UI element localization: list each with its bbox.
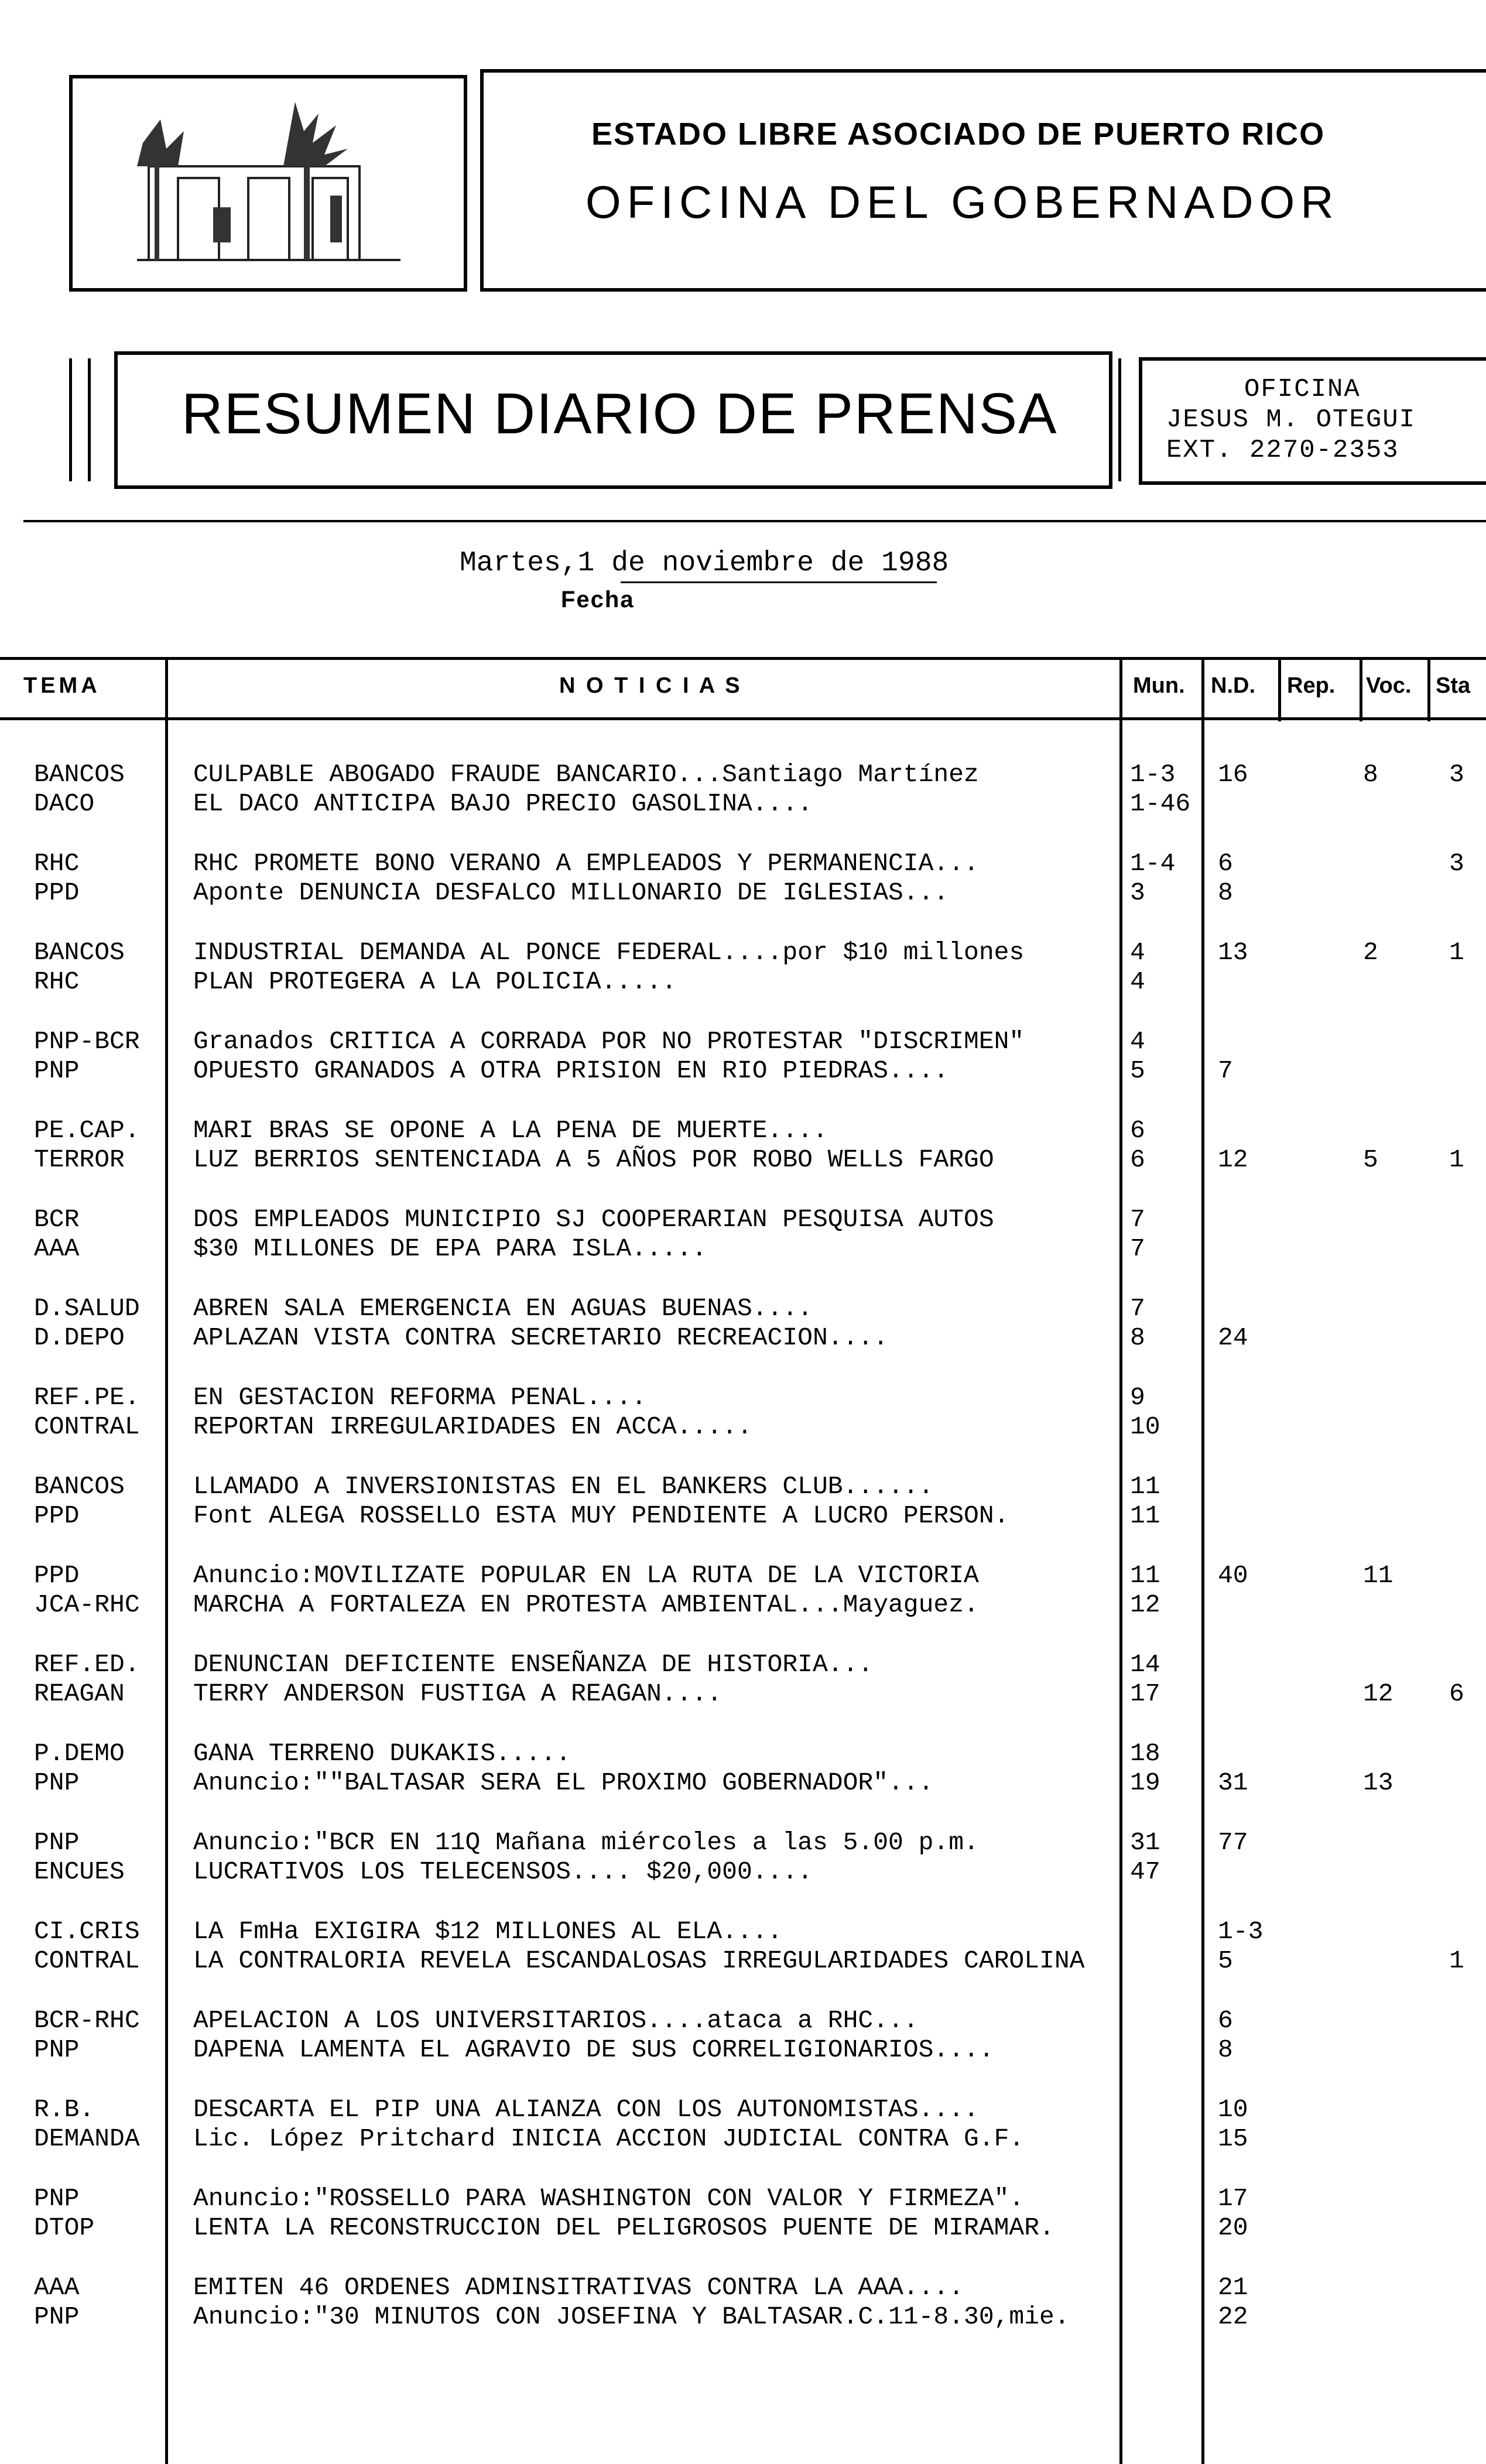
mun-cell: 14 bbox=[1130, 1650, 1160, 1679]
nd-cell: 12 bbox=[1218, 1145, 1248, 1174]
mun-cell: 1-3 bbox=[1130, 760, 1176, 789]
nd-cell: 13 bbox=[1218, 938, 1248, 967]
mun-cell: 4 bbox=[1130, 1027, 1145, 1056]
table-row bbox=[0, 1472, 1486, 1501]
table-row bbox=[0, 1679, 1486, 1709]
news-cell: Lic. López Pritchard INICIA ACCION JUDICIAL CONTRA G.F. bbox=[193, 2124, 1025, 2153]
mun-cell: 3 bbox=[1130, 878, 1145, 907]
news-cell: Anuncio:MOVILIZATE POPULAR EN LA RUTA DE LA VICTORIA bbox=[193, 1561, 979, 1590]
voc-cell: 13 bbox=[1363, 1768, 1393, 1797]
table-top-border bbox=[0, 657, 1486, 660]
sta-cell: 1 bbox=[1449, 1946, 1464, 1975]
nd-cell: 15 bbox=[1218, 2124, 1248, 2153]
tema-cell: D.SALUD bbox=[34, 1294, 140, 1323]
tema-cell: PPD bbox=[34, 1501, 80, 1530]
sta-cell: 6 bbox=[1449, 1679, 1464, 1708]
tema-cell: JCA-RHC bbox=[34, 1590, 140, 1619]
title-bar-left-2 bbox=[88, 358, 91, 481]
news-cell: LA CONTRALORIA REVELA ESCANDALOSAS IRREGULARIDADES CAROLINA bbox=[193, 1946, 1085, 1975]
tema-cell: D.DEPO bbox=[34, 1323, 125, 1352]
mun-cell: 7 bbox=[1130, 1205, 1145, 1234]
table-row bbox=[0, 2213, 1486, 2243]
news-cell: Aponte DENUNCIA DESFALCO MILLONARIO DE IGLESIAS... bbox=[193, 878, 949, 907]
tema-cell: DTOP bbox=[34, 2213, 95, 2242]
news-cell: $30 MILLONES DE EPA PARA ISLA..... bbox=[193, 1234, 707, 1263]
tema-cell: BANCOS bbox=[34, 1472, 125, 1501]
tema-cell: PNP bbox=[34, 1828, 80, 1857]
tema-cell: CONTRAL bbox=[34, 1412, 140, 1441]
logo-box bbox=[69, 75, 467, 292]
news-cell: Anuncio:"ROSSELLO PARA WASHINGTON CON VALOR Y FIRMEZA". bbox=[193, 2184, 1025, 2213]
news-cell: LUZ BERRIOS SENTENCIADA A 5 AÑOS POR ROBO WELLS FARGO bbox=[193, 1145, 994, 1174]
col-header-tema: TEMA bbox=[23, 673, 101, 698]
table-row bbox=[0, 1561, 1486, 1590]
nd-cell: 17 bbox=[1218, 2184, 1248, 2213]
nd-cell: 8 bbox=[1218, 878, 1233, 907]
tema-cell: DACO bbox=[34, 789, 95, 818]
news-cell: GANA TERRENO DUKAKIS..... bbox=[193, 1739, 571, 1768]
news-cell: LA FmHa EXIGIRA $12 MILLONES AL ELA.... bbox=[193, 1917, 783, 1946]
table-row bbox=[0, 878, 1486, 908]
news-cell: Granados CRITICA A CORRADA POR NO PROTESTAR "DISCRIMEN" bbox=[193, 1027, 1025, 1056]
nd-cell: 16 bbox=[1218, 760, 1248, 789]
mun-cell: 17 bbox=[1130, 1679, 1160, 1708]
table-row bbox=[0, 1383, 1486, 1412]
tema-cell: AAA bbox=[34, 1234, 80, 1263]
title-bar-right-1 bbox=[1118, 358, 1121, 481]
tema-cell: BCR bbox=[34, 1205, 80, 1234]
news-cell: REPORTAN IRREGULARIDADES EN ACCA..... bbox=[193, 1412, 752, 1441]
table-row bbox=[0, 1145, 1486, 1175]
fortaleza-building-icon bbox=[73, 78, 464, 288]
news-cell: OPUESTO GRANADOS A OTRA PRISION EN RIO PIEDRAS.... bbox=[193, 1056, 949, 1085]
tema-cell: BANCOS bbox=[34, 938, 125, 967]
news-cell: DESCARTA EL PIP UNA ALIANZA CON LOS AUTONOMISTAS.... bbox=[193, 2095, 979, 2124]
tema-cell: ENCUES bbox=[34, 1857, 125, 1886]
mun-cell: 1-4 bbox=[1130, 849, 1176, 878]
tema-cell: PNP bbox=[34, 1768, 80, 1797]
mun-cell: 6 bbox=[1130, 1145, 1145, 1174]
nd-cell: 5 bbox=[1218, 1946, 1233, 1975]
news-cell: EL DACO ANTICIPA BAJO PRECIO GASOLINA.... bbox=[193, 789, 813, 818]
news-cell: MARCHA A FORTALEZA EN PROTESTA AMBIENTAL...Mayaguez. bbox=[193, 1590, 979, 1619]
sta-cell: 3 bbox=[1449, 760, 1464, 789]
col-header-mun: Mun. bbox=[1133, 673, 1185, 698]
news-cell: LENTA LA RECONSTRUCCION DEL PELIGROSOS PUENTE DE MIRAMAR. bbox=[193, 2213, 1054, 2242]
table-row bbox=[0, 849, 1486, 878]
nd-cell: 24 bbox=[1218, 1323, 1248, 1352]
tema-cell: RHC bbox=[34, 967, 80, 996]
table-row bbox=[0, 1917, 1486, 1946]
table-row bbox=[0, 2273, 1486, 2302]
table-header-border bbox=[0, 717, 1486, 720]
nd-cell: 1-3 bbox=[1218, 1917, 1264, 1946]
mun-cell: 7 bbox=[1130, 1234, 1145, 1263]
table-row bbox=[0, 1116, 1486, 1145]
table-row bbox=[0, 938, 1486, 967]
nd-cell: 21 bbox=[1218, 2273, 1248, 2302]
news-cell: RHC PROMETE BONO VERANO A EMPLEADOS Y PERMANENCIA... bbox=[193, 849, 979, 878]
voc-cell: 8 bbox=[1363, 760, 1378, 789]
col-divider-nd bbox=[1278, 657, 1281, 721]
tema-cell: R.B. bbox=[34, 2095, 95, 2124]
news-cell: APLAZAN VISTA CONTRA SECRETARIO RECREACION.... bbox=[193, 1323, 888, 1352]
news-cell: Font ALEGA ROSSELLO ESTA MUY PENDIENTE A LUCRO PERSON. bbox=[193, 1501, 1009, 1530]
tema-cell: PNP bbox=[34, 2035, 80, 2064]
tema-cell: AAA bbox=[34, 2273, 80, 2302]
news-cell: DOS EMPLEADOS MUNICIPIO SJ COOPERARIAN PESQUISA AUTOS bbox=[193, 1205, 994, 1234]
table-row bbox=[0, 2095, 1486, 2124]
voc-cell: 12 bbox=[1363, 1679, 1393, 1708]
table-row bbox=[0, 1739, 1486, 1768]
title-bar-left-1 bbox=[69, 358, 72, 481]
sta-cell: 1 bbox=[1449, 938, 1464, 967]
voc-cell: 11 bbox=[1363, 1561, 1393, 1590]
table-row bbox=[0, 967, 1486, 997]
mun-cell: 12 bbox=[1130, 1590, 1160, 1619]
news-cell: Anuncio:"BCR EN 11Q Mañana miércoles a las 5.00 p.m. bbox=[193, 1828, 979, 1857]
table-row bbox=[0, 1590, 1486, 1620]
nd-cell: 10 bbox=[1218, 2095, 1248, 2124]
tema-cell: PPD bbox=[34, 878, 80, 907]
table-row bbox=[0, 2184, 1486, 2213]
tema-cell: RHC bbox=[34, 849, 80, 878]
mun-cell: 6 bbox=[1130, 1116, 1145, 1145]
table-row bbox=[0, 2302, 1486, 2332]
col-header-noticias: N O T I C I A S bbox=[559, 673, 742, 698]
table-row bbox=[0, 1294, 1486, 1323]
col-divider-voc bbox=[1427, 657, 1430, 721]
office-line-3: EXT. 2270-2353 bbox=[1166, 436, 1399, 465]
news-cell: APELACION A LOS UNIVERSITARIOS....ataca a RHC... bbox=[193, 2006, 919, 2035]
news-cell: MARI BRAS SE OPONE A LA PENA DE MUERTE.... bbox=[193, 1116, 828, 1145]
nd-cell: 31 bbox=[1218, 1768, 1248, 1797]
report-date: Martes,1 de noviembre de 1988 bbox=[460, 547, 949, 579]
tema-cell: CONTRAL bbox=[34, 1946, 140, 1975]
header-line-1: ESTADO LIBRE ASOCIADO DE PUERTO RICO bbox=[591, 117, 1326, 152]
table-row bbox=[0, 1946, 1486, 1976]
news-cell: TERRY ANDERSON FUSTIGA A REAGAN.... bbox=[193, 1679, 723, 1708]
table-row bbox=[0, 2124, 1486, 2154]
news-cell: LLAMADO A INVERSIONISTAS EN EL BANKERS CLUB...... bbox=[193, 1472, 934, 1501]
table-row bbox=[0, 789, 1486, 819]
mun-cell: 11 bbox=[1130, 1561, 1160, 1590]
tema-cell: PNP bbox=[34, 2184, 80, 2213]
table-row bbox=[0, 1323, 1486, 1353]
table-row bbox=[0, 1234, 1486, 1264]
news-cell: LUCRATIVOS LOS TELECENSOS.... $20,000.... bbox=[193, 1857, 813, 1886]
mun-cell: 11 bbox=[1130, 1501, 1160, 1530]
tema-cell: TERROR bbox=[34, 1145, 125, 1174]
mun-cell: 9 bbox=[1130, 1383, 1145, 1412]
page-title: RESUMEN DIARIO DE PRENSA bbox=[182, 381, 1058, 446]
news-cell: EMITEN 46 ORDENES ADMINSITRATIVAS CONTRA LA AAA.... bbox=[193, 2273, 964, 2302]
nd-cell: 6 bbox=[1218, 2006, 1233, 2035]
office-line-1: OFICINA bbox=[1244, 375, 1361, 404]
tema-cell: PE.CAP. bbox=[34, 1116, 140, 1145]
sta-cell: 3 bbox=[1449, 849, 1464, 878]
header-line-2: OFICINA DEL GOBERNADOR bbox=[586, 176, 1340, 228]
tema-cell: BANCOS bbox=[34, 760, 125, 789]
news-cell: EN GESTACION REFORMA PENAL.... bbox=[193, 1383, 647, 1412]
date-label: Fecha bbox=[561, 587, 635, 612]
table-row bbox=[0, 1205, 1486, 1234]
col-header-sta: Sta bbox=[1436, 673, 1471, 698]
tema-cell: P.DEMO bbox=[34, 1739, 125, 1768]
sta-cell: 1 bbox=[1449, 1145, 1464, 1174]
table-row bbox=[0, 1768, 1486, 1798]
nd-cell: 40 bbox=[1218, 1561, 1248, 1590]
tema-cell: BCR-RHC bbox=[34, 2006, 140, 2035]
mun-cell: 47 bbox=[1130, 1857, 1160, 1886]
tema-cell: CI.CRIS bbox=[34, 1917, 140, 1946]
table-row bbox=[0, 1650, 1486, 1679]
news-cell: INDUSTRIAL DEMANDA AL PONCE FEDERAL....por $10 millones bbox=[193, 938, 1025, 967]
table-row bbox=[0, 760, 1486, 789]
tema-cell: REAGAN bbox=[34, 1679, 125, 1708]
col-header-voc: Voc. bbox=[1366, 673, 1412, 698]
tema-cell: PNP bbox=[34, 2302, 80, 2331]
news-cell: CULPABLE ABOGADO FRAUDE BANCARIO...Santiago Martínez bbox=[193, 760, 979, 789]
table-row bbox=[0, 2006, 1486, 2035]
voc-cell: 2 bbox=[1363, 938, 1378, 967]
tema-cell: DEMANDA bbox=[34, 2124, 140, 2153]
tema-cell: PNP-BCR bbox=[34, 1027, 140, 1056]
tema-cell: REF.PE. bbox=[34, 1383, 140, 1412]
mun-cell: 4 bbox=[1130, 967, 1145, 996]
table-row bbox=[0, 1027, 1486, 1056]
nd-cell: 8 bbox=[1218, 2035, 1233, 2064]
news-cell: Anuncio:"30 MINUTOS CON JOSEFINA Y BALTASAR.C.11-8.30,mie. bbox=[193, 2302, 1070, 2331]
mun-cell: 10 bbox=[1130, 1412, 1160, 1441]
table-row bbox=[0, 1828, 1486, 1857]
mun-cell: 5 bbox=[1130, 1056, 1145, 1085]
mun-cell: 18 bbox=[1130, 1739, 1160, 1768]
news-cell: DAPENA LAMENTA EL AGRAVIO DE SUS CORRELIGIONARIOS.... bbox=[193, 2035, 994, 2064]
news-cell: Anuncio:""BALTASAR SERA EL PROXIMO GOBERNADOR"... bbox=[193, 1768, 934, 1797]
news-cell: ABREN SALA EMERGENCIA EN AGUAS BUENAS.... bbox=[193, 1294, 813, 1323]
mun-cell: 1-46 bbox=[1130, 789, 1191, 818]
table-row bbox=[0, 1056, 1486, 1086]
col-header-rep: Rep. bbox=[1287, 673, 1336, 698]
news-cell: DENUNCIAN DEFICIENTE ENSEÑANZA DE HISTORIA... bbox=[193, 1650, 874, 1679]
tema-cell: REF.ED. bbox=[34, 1650, 140, 1679]
mun-cell: 31 bbox=[1130, 1828, 1160, 1857]
tema-cell: PPD bbox=[34, 1561, 80, 1590]
nd-cell: 22 bbox=[1218, 2302, 1248, 2331]
header-separator bbox=[23, 520, 1486, 522]
office-line-2: JESUS M. OTEGUI bbox=[1166, 405, 1416, 434]
mun-cell: 8 bbox=[1130, 1323, 1145, 1352]
mun-cell: 19 bbox=[1130, 1768, 1160, 1797]
table-row bbox=[0, 1501, 1486, 1531]
nd-cell: 20 bbox=[1218, 2213, 1248, 2242]
col-divider-rep bbox=[1360, 657, 1362, 721]
news-cell: PLAN PROTEGERA A LA POLICIA..... bbox=[193, 967, 677, 996]
mun-cell: 11 bbox=[1130, 1472, 1160, 1501]
col-header-nd: N.D. bbox=[1211, 673, 1255, 698]
voc-cell: 5 bbox=[1363, 1145, 1378, 1174]
table-row bbox=[0, 1412, 1486, 1442]
table-row bbox=[0, 1857, 1486, 1887]
nd-cell: 77 bbox=[1218, 1828, 1248, 1857]
tema-cell: PNP bbox=[34, 1056, 80, 1085]
mun-cell: 7 bbox=[1130, 1294, 1145, 1323]
nd-cell: 6 bbox=[1218, 849, 1233, 878]
nd-cell: 7 bbox=[1218, 1056, 1233, 1085]
mun-cell: 4 bbox=[1130, 938, 1145, 967]
table-row bbox=[0, 2035, 1486, 2065]
date-underline bbox=[621, 581, 937, 583]
